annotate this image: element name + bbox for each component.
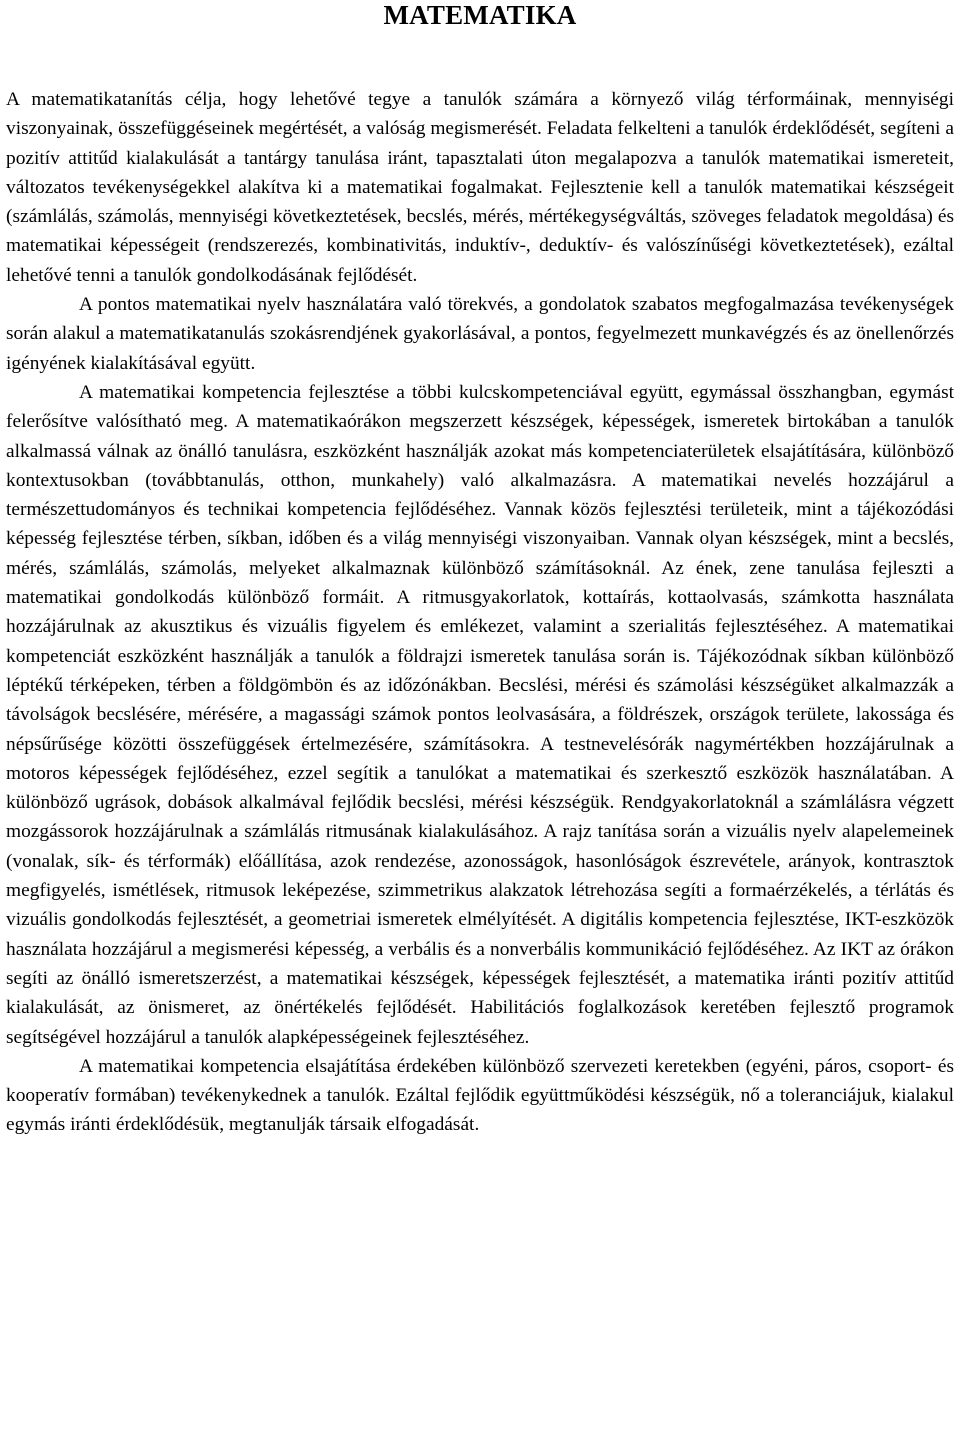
paragraph-intro: A matematikatanítás célja, hogy lehetővé tegye a tanulók számára a környező világ térformáinak, mennyiségi viszonyainak, összefüggéseinek megértését, a valóság megismerését. Feladata felkelteni a tanulók érdeklődését, segíteni a pozitív attitűd kialakulását a tantárgy tanulása iránt, tapasztalati úton megalapozva a tanulók matematikai ismereteit, változatos tevékenységekkel alakítva ki a matematikai fogalmakat. Fejlesztenie kell a tanulók matematikai készségeit (számlálás, számolás, mennyiségi következtetések, becslés, mérés, mértékegységváltás, szöveges feladatok megoldása) és matematikai képességeit (rendszerezés, kombinativitás, induktív-, deduktív- és valószínűségi következtetések), ezáltal lehetővé tenni a tanulók gondolkodásának fejlődését.	[6, 89, 954, 286]
paragraph-language: A pontos matematikai nyelv használatára való törekvés, a gondolatok szabatos megfogalmazása tevékenységek során alakul a matematikatanulás szokásrendjének gyakorlásával, a pontos, fegyelmezett munkavégzés és az önellenőrzés igényének kialakításával együtt.	[6, 294, 954, 374]
paragraph-organization: A matematikai kompetencia elsajátítása érdekében különböző szervezeti keretekben (egyéni, páros, csoport- és kooperatív formában) tevékenykednek a tanulók. Ezáltal fejlődik együttműködési készségük, nő a toleranciájuk, kialakul egymás iránti érdeklődésük, megtanulják társaik elfogadását.	[6, 1055, 954, 1136]
paragraph-competence: A matematikai kompetencia fejlesztése a többi kulcskompetenciával együtt, egymással összhangban, egymást felerősítve valósítható meg. A matematikaórákon megszerzett készségek, képességek, ismeretek birtokában a tanulók alkalmassá válnak az önálló tanulásra, eszközként használják azokat más kompetenciaterületek elsajátítására, különböző kontextusokban (továbbtanulás, otthon, munkahely) való alkalmazásra. A matematikai nevelés hozzájárul a természettudományos és technikai kompetencia fejlődéséhez. Vannak közös fejlesztési területeik, mint a tájékozódási képesség fejlesztése térben, síkban, időben és a világ mennyiségi viszonyaiban. Vannak olyan készségek, mint a becslés, mérés, számlálás, számolás, melyeket alkalmaznak különböző számításoknál. Az ének, zene tanulása fejleszti a matematikai gondolkodás különböző formáit. A ritmusgyakorlatok, kottaírás, kottaolvasás, számkotta használata hozzájárulnak az akusztikus és vizuális figyelem és emlékezet, valamint a szerialitás fejlesztéséhez. A matematikai kompetenciát eszközként használják a tanulók a földrajzi ismeretek tanulása során is. Tájékozódnak síkban különböző léptékű térképeken, térben a földgömbön és az időzónákban. Becslési, mérési és számolási készségüket alkalmazzák a távolságok becslésére, mérésére, a magassági számok pontos leolvasására, a földrészek, országok területe, lakossága és népsűrűsége közötti összefüggések értelmezésére, számításokra. A testnevelésórák nagymértékben hozzájárulnak a motoros képességek fejlődéséhez, ezzel segítik a tanulókat a matematikai és szerkesztő eszközök használatában. A különböző ugrások, dobások alkalmával fejlődik becslési, mérési készségük. Rendgyakorlatoknál a számlálásra végzett mozgássorok hozzájárulnak a számlálás ritmusának kialakulásához. A rajz tanítása során a vizuális nyelv alapelemeinek (vonalak, sík- és térformák) előállítása, azok rendezése, azonosságok, hasonlóságok észrevétele, arányok, kontrasztok megfigyelés, ismétlések, ritmusok leképezése, szimmetrikus alakzatok létrehozása segíti a formaérzékelés, a térlátás és vizuális gondolkodás fejlesztését, a geometriai ismeretek elmélyítését. A digitális kompetencia fejlesztése, IKT-eszközök használata hozzájárul a megismerési képesség, a verbális és a nonverbális kommunikáció fejlődéséhez. Az IKT az órákon segíti az önálló ismeretszerzést, a matematikai készségek, képességek fejlesztését, a matematika iránti pozitív attitűd kialakulását, az önismeret, az önértékelés fejlődését. Habilitációs foglalkozások keretében fejlesztő programok segítségével hozzájárul a tanulók alapképességeinek fejlesztéséhez.	[6, 381, 954, 1048]
page-title: MATEMATIKA	[383, 0, 577, 30]
document-page	[6, 0, 954, 1140]
document-body	[6, 85, 954, 1140]
